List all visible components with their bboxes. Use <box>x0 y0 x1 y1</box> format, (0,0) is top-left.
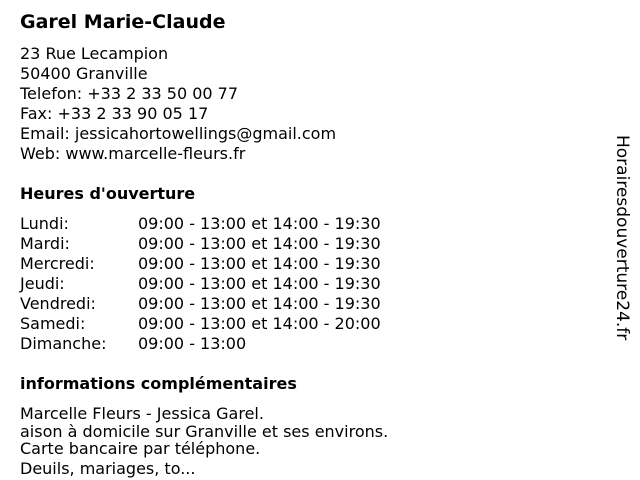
saturday-label: Samedi: <box>20 314 86 333</box>
fax-number: Fax: +33 2 33 90 05 17 <box>20 104 209 123</box>
opening-hours-table <box>20 214 600 354</box>
website-address: Web: www.marcelle-fleurs.fr <box>20 144 246 163</box>
site-watermark <box>612 135 632 345</box>
sunday-label: Dimanche: <box>20 334 107 353</box>
thursday-hours: 09:00 - 13:00 et 14:00 - 19:30 <box>138 274 381 293</box>
additional-info-text <box>20 404 600 479</box>
monday-hours: 09:00 - 13:00 et 14:00 - 19:30 <box>138 214 381 233</box>
info-line-4: Deuils, mariages, to... <box>20 459 196 478</box>
sunday-hours: 09:00 - 13:00 <box>138 334 247 353</box>
email-address: Email: jessicahortowellings@gmail.com <box>20 124 337 143</box>
tuesday-label: Mardi: <box>20 234 70 253</box>
friday-hours: 09:00 - 13:00 et 14:00 - 19:30 <box>138 294 381 313</box>
phone-number: Telefon: +33 2 33 50 00 77 <box>20 84 239 103</box>
wednesday-label: Mercredi: <box>20 254 95 273</box>
hours-row-thursday <box>20 274 600 294</box>
contact-details <box>20 44 600 164</box>
friday-label: Vendredi: <box>20 294 96 313</box>
postal-city: 50400 Granville <box>20 64 148 83</box>
hours-row-monday <box>20 214 600 234</box>
hours-row-saturday <box>20 314 600 334</box>
additional-info-heading: informations complémentaires <box>20 374 297 393</box>
street-address: 23 Rue Lecampion <box>20 44 169 63</box>
info-line-2: aison à domicile sur Granville et ses environs. <box>20 422 389 441</box>
info-line-3: Carte bancaire par téléphone. <box>20 439 261 458</box>
hours-row-sunday <box>20 334 600 354</box>
wednesday-hours: 09:00 - 13:00 et 14:00 - 19:30 <box>138 254 381 273</box>
business-name: Garel Marie-Claude <box>20 11 226 33</box>
hours-row-friday <box>20 294 600 314</box>
thursday-label: Jeudi: <box>20 274 65 293</box>
info-line-1: Marcelle Fleurs - Jessica Garel. <box>20 404 264 423</box>
tuesday-hours: 09:00 - 13:00 et 14:00 - 19:30 <box>138 234 381 253</box>
hours-row-tuesday <box>20 234 600 254</box>
opening-hours-heading: Heures d'ouverture <box>20 184 196 203</box>
hours-row-wednesday <box>20 254 600 274</box>
listing-content <box>20 10 600 479</box>
monday-label: Lundi: <box>20 214 69 233</box>
site-watermark-text: Horairesdouverture24.fr <box>612 135 632 341</box>
saturday-hours: 09:00 - 13:00 et 14:00 - 20:00 <box>138 314 381 333</box>
